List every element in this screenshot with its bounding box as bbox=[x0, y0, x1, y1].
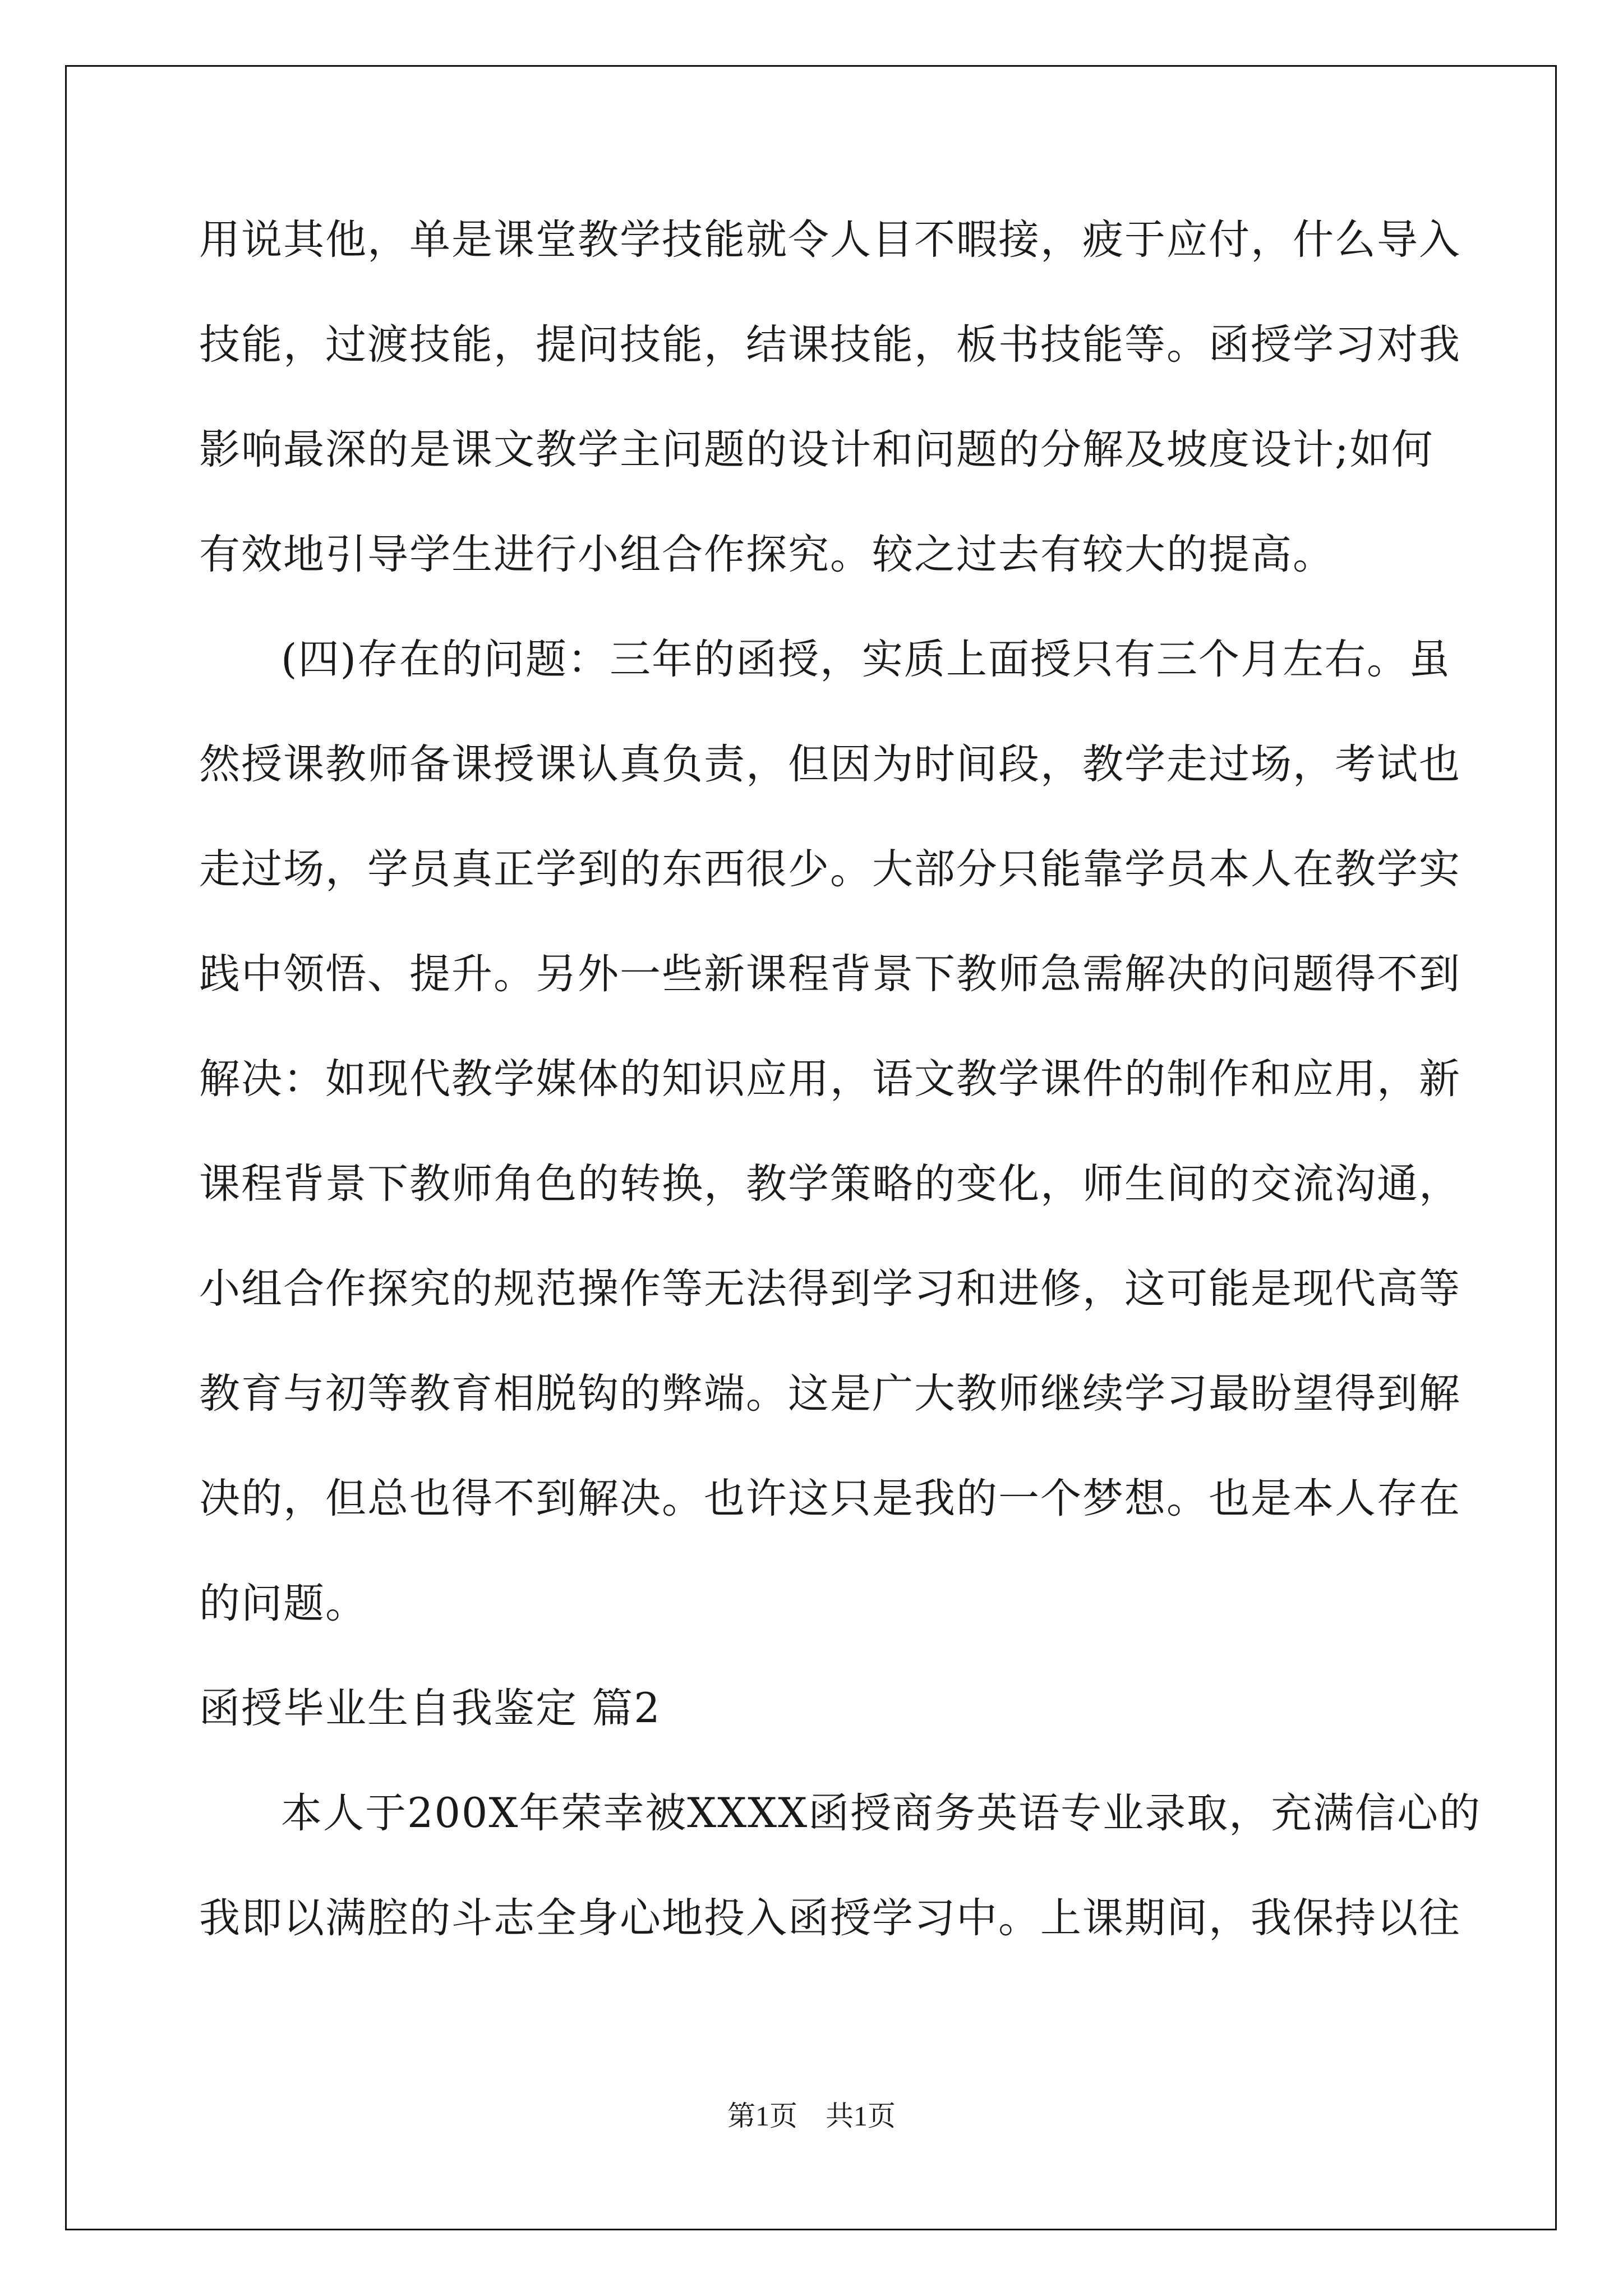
page-number-total: 共1页 bbox=[826, 2100, 896, 2132]
text-line: 的问题。 bbox=[199, 1580, 367, 1627]
text-line: 课程背景下教师角色的转换，教学策略的变化，师生间的交流沟通， bbox=[199, 1160, 1461, 1208]
section-heading: 函授毕业生自我鉴定 篇2 bbox=[199, 1685, 661, 1732]
text-line: 走过场，学员真正学到的东西很少。大部分只能靠学员本人在教学实 bbox=[199, 845, 1461, 893]
page-number-current: 第1页 bbox=[727, 2100, 797, 2132]
text-line: 技能，过渡技能，提问技能，结课技能，板书技能等。函授学习对我 bbox=[199, 321, 1461, 369]
text-line: 有效地引导学生进行小组合作探究。较之过去有较大的提高。 bbox=[199, 531, 1335, 578]
text-line: 我即以满腔的斗志全身心地投入函授学习中。上课期间，我保持以往 bbox=[199, 1894, 1461, 1942]
paragraph-start-line: (四)存在的问题：三年的函授，实质上面授只有三个月左右。虽 bbox=[281, 636, 1451, 683]
text-line: 影响最深的是课文教学主问题的设计和问题的分解及坡度设计;如何 bbox=[199, 426, 1434, 473]
text-line: 决的，但总也得不到解决。也许这只是我的一个梦想。也是本人存在 bbox=[199, 1475, 1461, 1522]
text-line: 然授课教师备课授课认真负责，但因为时间段，教学走过场，考试也 bbox=[199, 740, 1461, 788]
text-line: 解决：如现代教学媒体的知识应用，语文教学课件的制作和应用，新 bbox=[199, 1055, 1461, 1103]
page-footer bbox=[0, 2099, 1623, 2133]
text-line: 践中领悟、提升。另外一些新课程背景下教师急需解决的问题得不到 bbox=[199, 950, 1461, 998]
paragraph-start-line: 本人于200X年荣幸被XXXX函授商务英语专业录取，充满信心的 bbox=[281, 1789, 1482, 1837]
text-line: 小组合作探究的规范操作等无法得到学习和进修，这可能是现代高等 bbox=[199, 1265, 1461, 1313]
text-line: 用说其他，单是课堂教学技能就令人目不暇接，疲于应付，什么导入 bbox=[199, 216, 1461, 264]
text-line: 教育与初等教育相脱钩的弊端。这是广大教师继续学习最盼望得到解 bbox=[199, 1370, 1461, 1418]
